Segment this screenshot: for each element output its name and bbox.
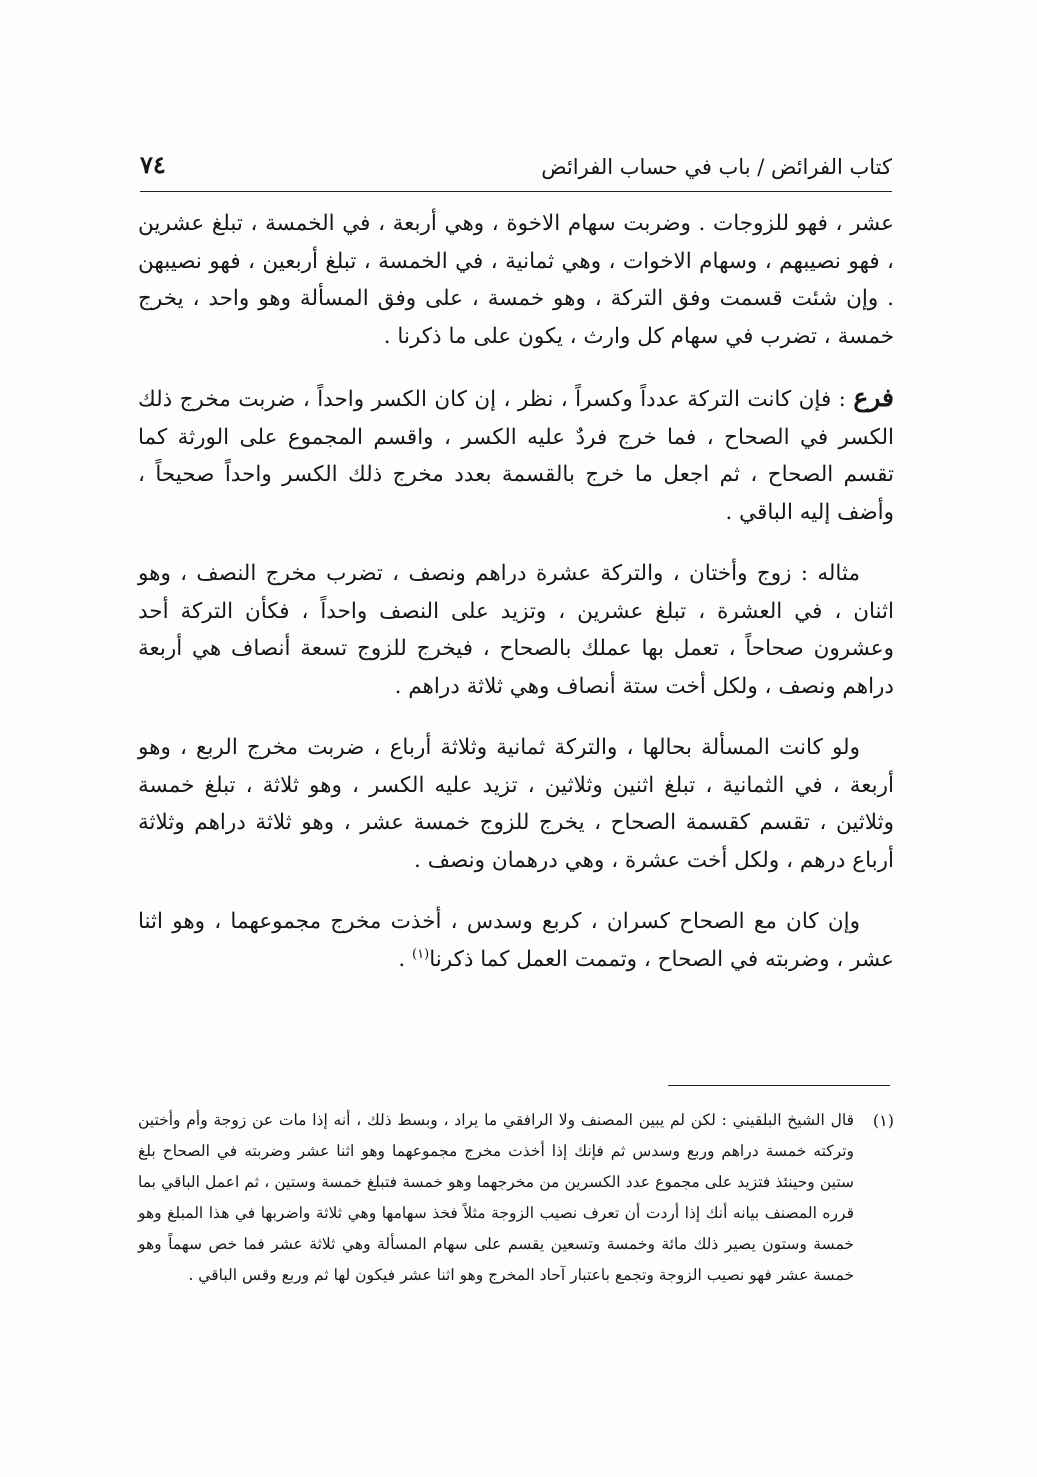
footnote-divider	[668, 1085, 890, 1086]
paragraph-3: مثاله : زوج وأختان ، والتركة عشرة دراهم ونصف ، تضرب مخرج النصف ، وهو اثنان ، في العشرة ، تبلغ عشرين ، وتزيد على النصف واحداً ، فكأن التركة أحد وعشرون صحاحاً ، تعمل بها عملك بالصحاح ، فيخرج للزوج تسعة أنصاف هي أربعة دراهم ونصف ، ولكل أخت ستة أنصاف وهي ثلاثة دراهم .	[138, 561, 894, 699]
footnote-text: قال الشيخ البلقيني : لكن لم يبين المصنف ولا الرافقي ما يراد ، وبسط ذلك ، أنه إذا مات عن زوجة وأم وأختين وتركته خمسة دراهم وربع وسدس ثم فإنك إذا أخذت مخرج مجموعهما وهو اثنا عشر وضربته في الصحاح بلغ ستين وحينئذ فتزيد على مجموع عدد الكسرين من مخرجهما وهو خمسة فتبلغ خمسة وستين ، ثم اعمل الباقي بما قرره المصنف بيانه أنك إذا أردت أن تعرف نصيب الزوجة مثلاً فخذ سهامها وهي ثلاثة واضربها في هذا المبلغ وهو خمسة وستون يصير ذلك مائة وخمسة وتسعين يقسم على سهام المسألة وهي ثلاثة عشر فما خص سهماً وهو خمسة عشر فهو نصيب الزوجة وتجمع باعتبار آحاد المخرج وهو اثنا عشر فيكون لها ثم وربع وقس الباقي .	[138, 1111, 854, 1284]
paragraph-1: عشر ، فهو للزوجات . وضربت سهام الاخوة ، وهي أربعة ، في الخمسة ، تبلغ عشرين ، فهو نصيبهم ، وسهام الاخوات ، وهي ثمانية ، في الخمسة ، تبلغ أربعين ، فهو نصيبهن . وإن شئت قسمت وفق التركة ، وهو خمسة ، على وفق المسألة وهو واحد ، يخرج خمسة ، تضرب في سهام كل وارث ، يكون على ما ذكرنا .	[138, 211, 894, 349]
running-header	[140, 150, 892, 190]
footnote-number: (١)	[872, 1111, 894, 1130]
page-number: ٧٤	[140, 150, 166, 179]
footnote-reference[interactable]: (١)	[412, 946, 430, 962]
footnotes	[138, 1105, 894, 1291]
paragraph-5	[138, 903, 894, 978]
paragraph-2-text: : فإن كانت التركة عدداً وكسراً ، نظر ، إن كان الكسر واحداً ، ضربت مخرج ذلك الكسر في الصحاح ، فما خرج فردٌ عليه الكسر ، واقسم المجموع على الورثة كما تقسم الصحاح ، ثم اجعل ما خرج بالقسمة بعدد مخرج ذلك الكسر واحداً صحيحاً ، وأضف إليه الباقي .	[138, 387, 894, 525]
branch-label: فرع	[853, 383, 894, 412]
body-text	[138, 205, 894, 978]
header-title: كتاب الفرائض / باب في حساب الفرائض	[541, 155, 892, 179]
paragraph-5-text: وإن كان مع الصحاح كسران ، كربع وسدس ، أخذت مخرج مجموعهما ، وهو اثنا عشر ، وضربته في الصحاح ، وتممت العمل كما ذكرنا	[138, 909, 894, 972]
paragraph-2	[138, 379, 894, 531]
header-divider	[140, 191, 892, 192]
paragraph-4: ولو كانت المسألة بحالها ، والتركة ثمانية وثلاثة أرباع ، ضربت مخرج الربع ، وهو أربعة ، في الثمانية ، تبلغ اثنين وثلاثين ، تزيد عليه الكسر ، وهو ثلاثة ، تبلغ خمسة وثلاثين ، تقسم كقسمة الصحاح ، يخرج للزوج خمسة عشر ، وهو ثلاثة دراهم وثلاثة أرباع درهم ، ولكل أخت عشرة ، وهي درهمان ونصف .	[138, 735, 894, 873]
footnote-item	[138, 1105, 894, 1291]
paragraph-5-end: .	[398, 946, 413, 972]
